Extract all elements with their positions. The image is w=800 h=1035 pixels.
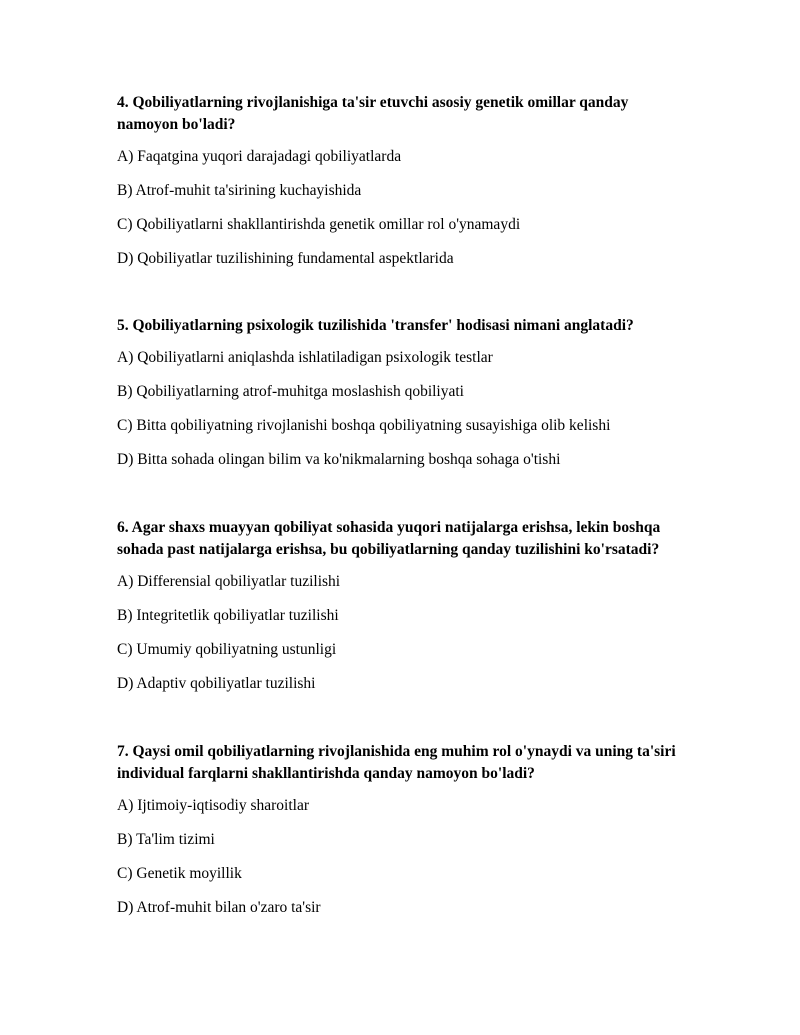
answer-option-d: D) Atrof-muhit bilan o'zaro ta'sir <box>117 899 321 916</box>
answer-option-c: C) Genetik moyillik <box>117 865 242 882</box>
answer-option-d: D) Bitta sohada olingan bilim va ko'nikmalarning boshqa sohaga o'tishi <box>117 451 561 468</box>
answer-option-b: B) Qobiliyatlarning atrof-muhitga moslashish qobiliyati <box>117 383 464 400</box>
answer-option-d: D) Adaptiv qobiliyatlar tuzilishi <box>117 675 316 692</box>
answer-option-b: B) Ta'lim tizimi <box>117 831 215 848</box>
answer-option-c: C) Bitta qobiliyatning rivojlanishi boshqa qobiliyatning susayishiga olib kelishi <box>117 417 611 434</box>
answer-option-a: A) Faqatgina yuqori darajadagi qobiliyatlarda <box>117 148 402 165</box>
answer-option-d: D) Qobiliyatlar tuzilishining fundamental aspektlarida <box>117 250 454 267</box>
question-4 <box>117 92 687 283</box>
answer-option-a: A) Ijtimoiy-iqtisodiy sharoitlar <box>117 797 310 814</box>
answer-option-c: C) Umumiy qobiliyatning ustunligi <box>117 641 337 658</box>
question-title: 7. Qaysi omil qobiliyatlarning rivojlanishida eng muhim rol o'ynaydi va uning ta'siri individual farqlarni shakllantirishda qanday namoyon bo'ladi? <box>117 743 676 782</box>
answer-option-a: A) Qobiliyatlarni aniqlashda ishlatiladigan psixologik testlar <box>117 349 493 366</box>
question-title: 6. Agar shaxs muayyan qobiliyat sohasida yuqori natijalarga erishsa, lekin boshqa sohada past natijalarga erishsa, bu qobiliyatlarning qanday tuzilishini ko'rsatadi? <box>117 519 661 558</box>
question-title: 4. Qobiliyatlarning rivojlanishiga ta'sir etuvchi asosiy genetik omillar qanday namoyon bo'ladi? <box>117 94 629 133</box>
answer-option-b: B) Atrof-muhit ta'sirining kuchayishida <box>117 182 362 199</box>
question-7 <box>117 741 687 932</box>
answer-option-b: B) Integritetlik qobiliyatlar tuzilishi <box>117 607 339 624</box>
answer-option-c: C) Qobiliyatlarni shakllantirishda genetik omillar rol o'ynamaydi <box>117 216 521 233</box>
question-5 <box>117 315 687 484</box>
question-title: 5. Qobiliyatlarning psixologik tuzilishida 'transfer' hodisasi nimani anglatadi? <box>117 317 634 334</box>
question-6 <box>117 517 687 708</box>
answer-option-a: A) Differensial qobiliyatlar tuzilishi <box>117 573 341 590</box>
